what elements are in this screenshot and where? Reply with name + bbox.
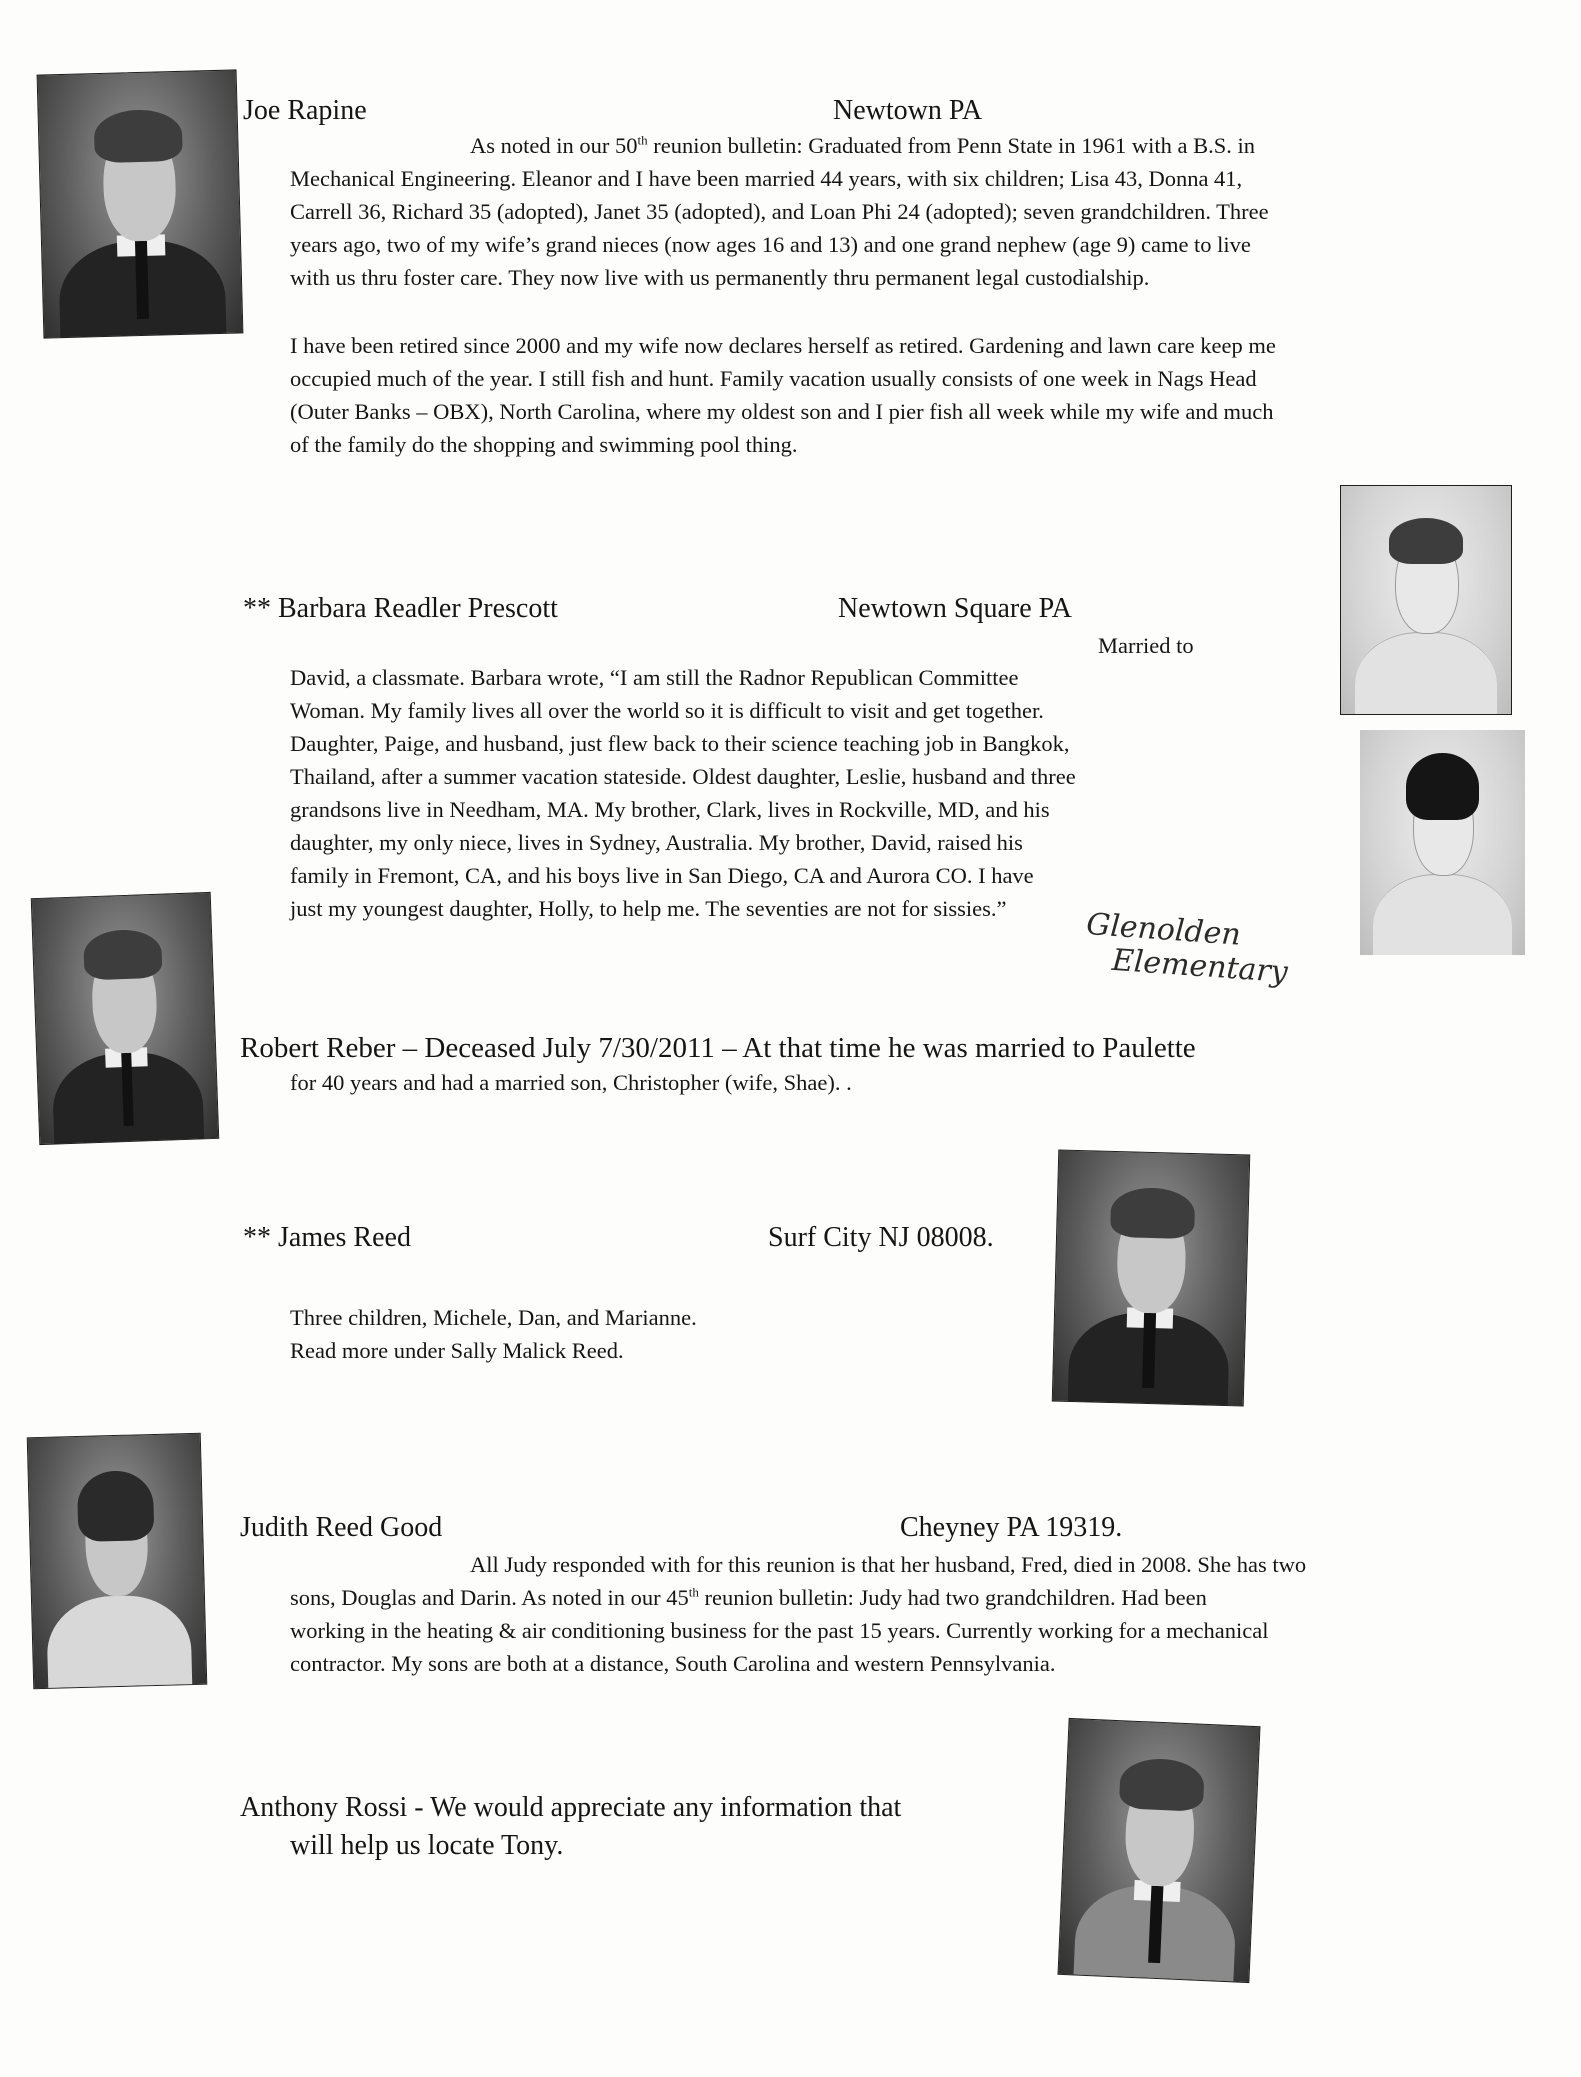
entry-text-line: will help us locate Tony. bbox=[290, 1830, 564, 1861]
photo-hair bbox=[1110, 1187, 1195, 1239]
entry-text-line: family in Fremont, CA, and his boys live in San Diego, CA and Aurora CO. I have bbox=[290, 863, 1034, 888]
photo-joe-rapine bbox=[37, 69, 244, 338]
entry-text-line: Carrell 36, Richard 35 (adopted), Janet 35 (adopted), and Loan Phi 24 (adopted); seven grandchildren. Three bbox=[290, 199, 1269, 224]
entry-text-line: Three children, Michele, Dan, and Marianne. bbox=[290, 1305, 697, 1330]
entry-text-line: with us thru foster care. They now live with us permanently thru permanent legal custodialship. bbox=[290, 265, 1150, 290]
entry-text-line: Read more under Sally Malick Reed. bbox=[290, 1338, 624, 1363]
entry-text-line bbox=[290, 1585, 1207, 1611]
entry-text-line: Mechanical Engineering. Eleanor and I have been married 44 years, with six children; Lisa 43, Donna 41, bbox=[290, 166, 1243, 191]
photo-james-reed bbox=[1052, 1150, 1251, 1407]
photo-robert-reber bbox=[31, 892, 220, 1145]
photo-hair bbox=[1406, 753, 1479, 821]
entry-text-line: All Judy responded with for this reunion is that her husband, Fred, died in 2008. She has two bbox=[470, 1552, 1307, 1577]
handwritten-line: Glenolden bbox=[1085, 906, 1242, 953]
photo-figure bbox=[46, 1594, 194, 1689]
entry-text-line: daughter, my only niece, lives in Sydney, Australia. My brother, David, raised his bbox=[290, 830, 1023, 855]
handwritten-note bbox=[1083, 908, 1291, 990]
entry-location-james-reed: Surf City NJ 08008. bbox=[768, 1222, 994, 1253]
photo-hair bbox=[77, 1470, 154, 1542]
photo-figure bbox=[1355, 632, 1498, 715]
entry-location-barbara-readler-prescott: Newtown Square PA bbox=[838, 593, 1072, 624]
photo-hair bbox=[1389, 518, 1464, 564]
entry-text-line: working in the heating & air conditioning business for the past 15 years. Currently working for a mechanical bbox=[290, 1618, 1269, 1643]
ordinal-suffix: th bbox=[637, 132, 648, 148]
entry-text-line: Thailand, after a summer vacation stateside. Oldest daughter, Leslie, husband and three bbox=[290, 764, 1076, 789]
photo-hair bbox=[94, 109, 182, 164]
entry-name-judith-reed-good: Judith Reed Good bbox=[240, 1512, 443, 1543]
entry-text-line bbox=[470, 133, 1255, 159]
entry-text-line: contractor. My sons are both at a distance, South Carolina and western Pennsylvania. bbox=[290, 1651, 1056, 1676]
entry-text-line: years ago, two of my wife’s grand nieces (now ages 16 and 13) and one grand nephew (age 9) came to live bbox=[290, 232, 1251, 257]
entry-text-line: David, a classmate. Barbara wrote, “I am still the Radnor Republican Committee bbox=[290, 665, 1019, 690]
photo-glenolden-student bbox=[1360, 730, 1525, 955]
entry-text-line: Woman. My family lives all over the world so it is difficult to visit and get together. bbox=[290, 698, 1044, 723]
photo-tie bbox=[1142, 1313, 1155, 1388]
photo-figure bbox=[1373, 874, 1512, 955]
entry-text-line: grandsons live in Needham, MA. My brother, Clark, lives in Rockville, MD, and his bbox=[290, 797, 1050, 822]
photo-tie bbox=[135, 241, 149, 320]
entry-text-line: (Outer Banks – OBX), North Carolina, where my oldest son and I pier fish all week while my wife and much bbox=[290, 399, 1274, 424]
entry-text-line: occupied much of the year. I still fish and hunt. Family vacation usually consists of one week in Nags Head bbox=[290, 366, 1257, 391]
text-run: reunion bulletin: Graduated from Penn State in 1961 with a B.S. in bbox=[647, 133, 1256, 158]
photo-barbara-readler-prescott bbox=[1340, 485, 1512, 715]
entry-text-line: I have been retired since 2000 and my wife now declares herself as retired. Gardening and lawn care keep me bbox=[290, 333, 1276, 358]
entry-text-line: Married to bbox=[1098, 633, 1194, 658]
entry-location-judith-reed-good: Cheyney PA 19319. bbox=[900, 1512, 1123, 1543]
text-run: sons, Douglas and Darin. As noted in our 45 bbox=[290, 1585, 689, 1610]
entry-text-line: Daughter, Paige, and husband, just flew back to their science teaching job in Bangkok, bbox=[290, 731, 1070, 756]
handwritten-line: Elementary bbox=[1110, 942, 1289, 991]
photo-hair bbox=[83, 929, 163, 981]
text-run: As noted in our 50 bbox=[470, 133, 638, 158]
entry-location-joe-rapine: Newtown PA bbox=[833, 95, 983, 126]
photo-judith-reed-good bbox=[27, 1433, 208, 1689]
entry-text-line: just my youngest daughter, Holly, to help me. The seventies are not for sissies.” bbox=[290, 896, 1007, 921]
entry-text-line: of the family do the shopping and swimming pool thing. bbox=[290, 432, 798, 457]
entry-name-james-reed: ** James Reed bbox=[243, 1222, 411, 1253]
text-run: reunion bulletin: Judy had two grandchildren. Had been bbox=[698, 1585, 1207, 1610]
photo-anthony-rossi bbox=[1057, 1718, 1260, 1983]
photo-hair bbox=[1119, 1757, 1205, 1812]
entry-name-joe-rapine: Joe Rapine bbox=[243, 95, 367, 126]
entry-name-barbara-readler-prescott: ** Barbara Readler Prescott bbox=[243, 593, 558, 624]
ordinal-suffix: th bbox=[688, 1584, 699, 1600]
entry-heading-robert-reber: Robert Reber – Deceased July 7/30/2011 – At that time he was married to Paulette bbox=[240, 1032, 1196, 1064]
entry-text-line: for 40 years and had a married son, Christopher (wife, Shae). . bbox=[290, 1070, 852, 1095]
entry-heading-anthony-rossi: Anthony Rossi - We would appreciate any information that bbox=[240, 1792, 902, 1823]
